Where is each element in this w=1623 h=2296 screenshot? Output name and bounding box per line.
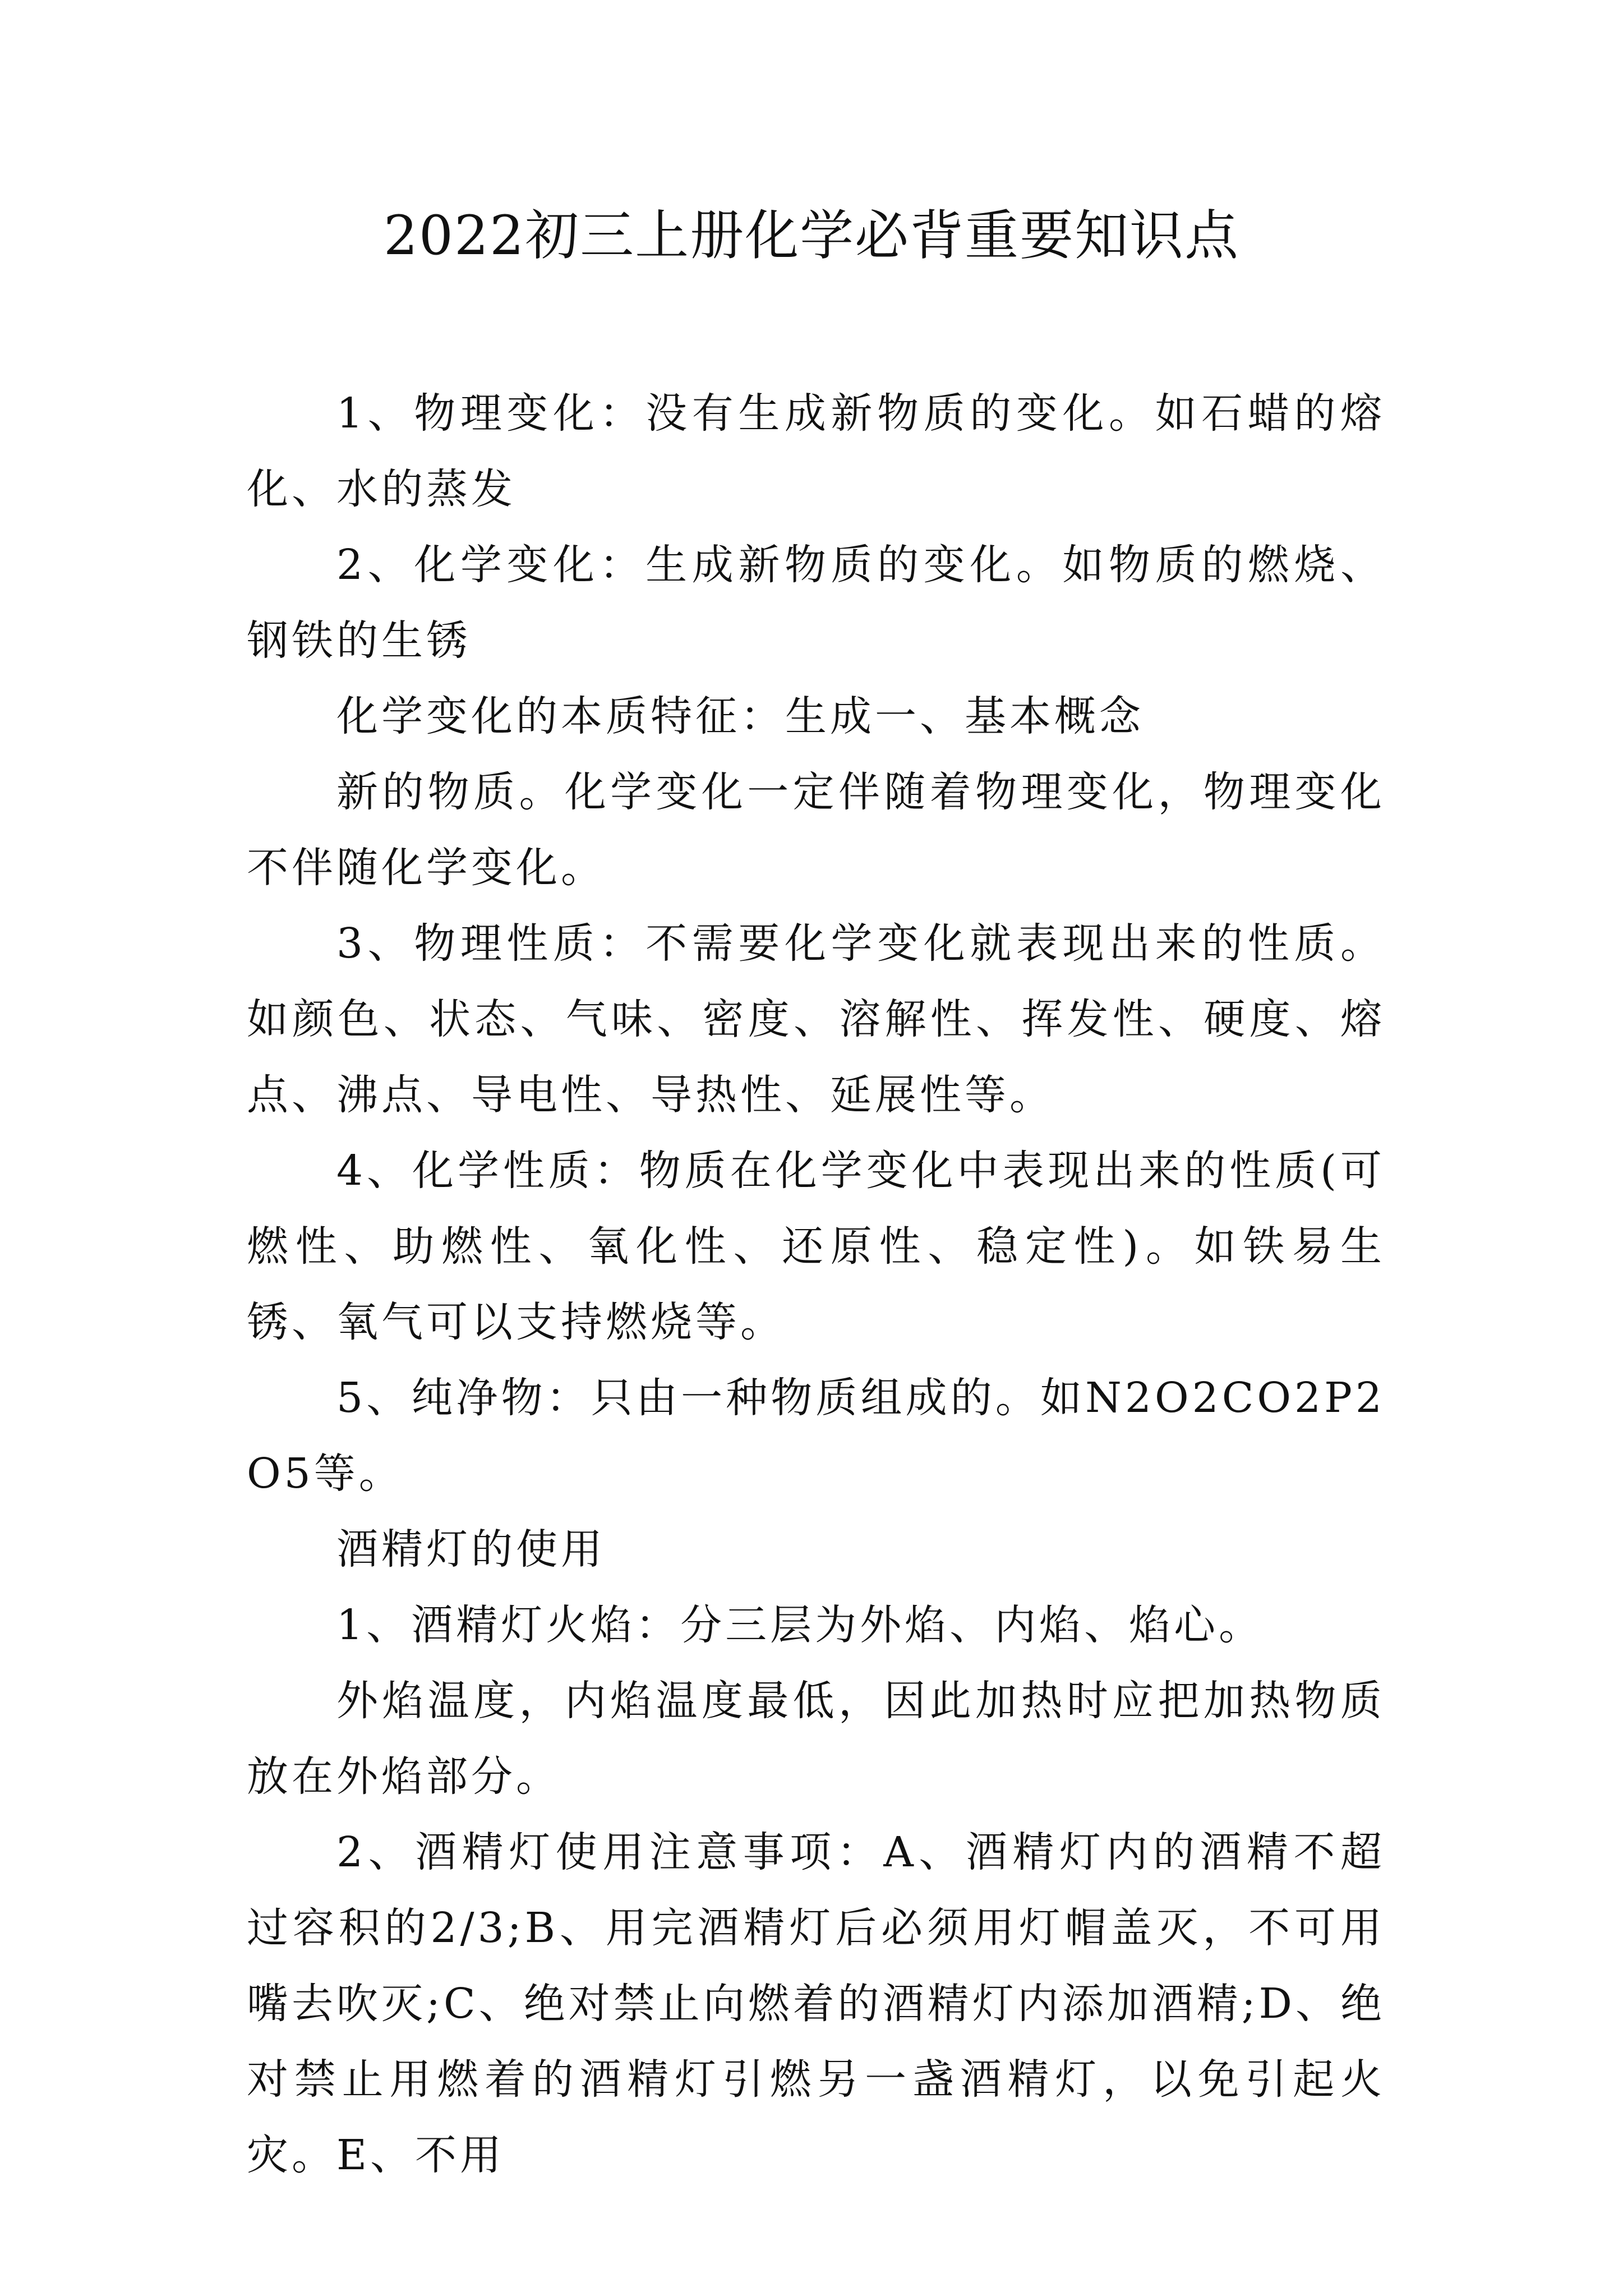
- paragraph-chemical-change: 2、化学变化：生成新物质的变化。如物质的燃烧、钢铁的生锈: [247, 541, 1385, 665]
- paragraph-lamp-precautions: 2、酒精灯使用注意事项：A、酒精灯内的酒精不超过容积的2/3;B、用完酒精灯后必须用灯帽盖灭，不可用嘴去吹灭;C、绝对禁止向燃着的酒精灯内添加酒精;D、绝对禁止用燃着的酒精灯引燃另一盏酒精灯，以免引起火灾。E、不用: [247, 1828, 1385, 2179]
- paragraph-new-substance: 新的物质。化学变化一定伴随着物理变化，物理变化不伴随化学变化。: [247, 768, 1385, 892]
- document-body: [247, 376, 1385, 2193]
- section-heading-alcohol-lamp: 酒精灯的使用: [336, 1525, 606, 1573]
- paragraph-flame-layers: 1、酒精灯火焰：分三层为外焰、内焰、焰心。: [336, 1601, 1264, 1649]
- paragraph-pure-substance: 5、纯净物：只由一种物质组成的。如N2O2CO2P2O5等。: [247, 1374, 1385, 1498]
- paragraph-chemical-change-essence: 化学变化的本质特征：生成一、基本概念: [336, 692, 1144, 740]
- paragraph-flame-temperature: 外焰温度，内焰温度最低，因此加热时应把加热物质放在外焰部分。: [247, 1677, 1385, 1801]
- paragraph-physical-property: 3、物理性质：不需要化学变化就表现出来的性质。如颜色、状态、气味、密度、溶解性、挥发性、硬度、熔点、沸点、导电性、导热性、延展性等。: [247, 919, 1385, 1119]
- paragraph-physical-change: 1、物理变化：没有生成新物质的变化。如石蜡的熔化、水的蒸发: [247, 389, 1385, 513]
- document-title: 2022初三上册化学必背重要知识点: [383, 204, 1240, 267]
- paragraph-chemical-property: 4、化学性质：物质在化学变化中表现出来的性质(可燃性、助燃性、氧化性、还原性、稳定性)。如铁易生锈、氧气可以支持燃烧等。: [247, 1147, 1385, 1346]
